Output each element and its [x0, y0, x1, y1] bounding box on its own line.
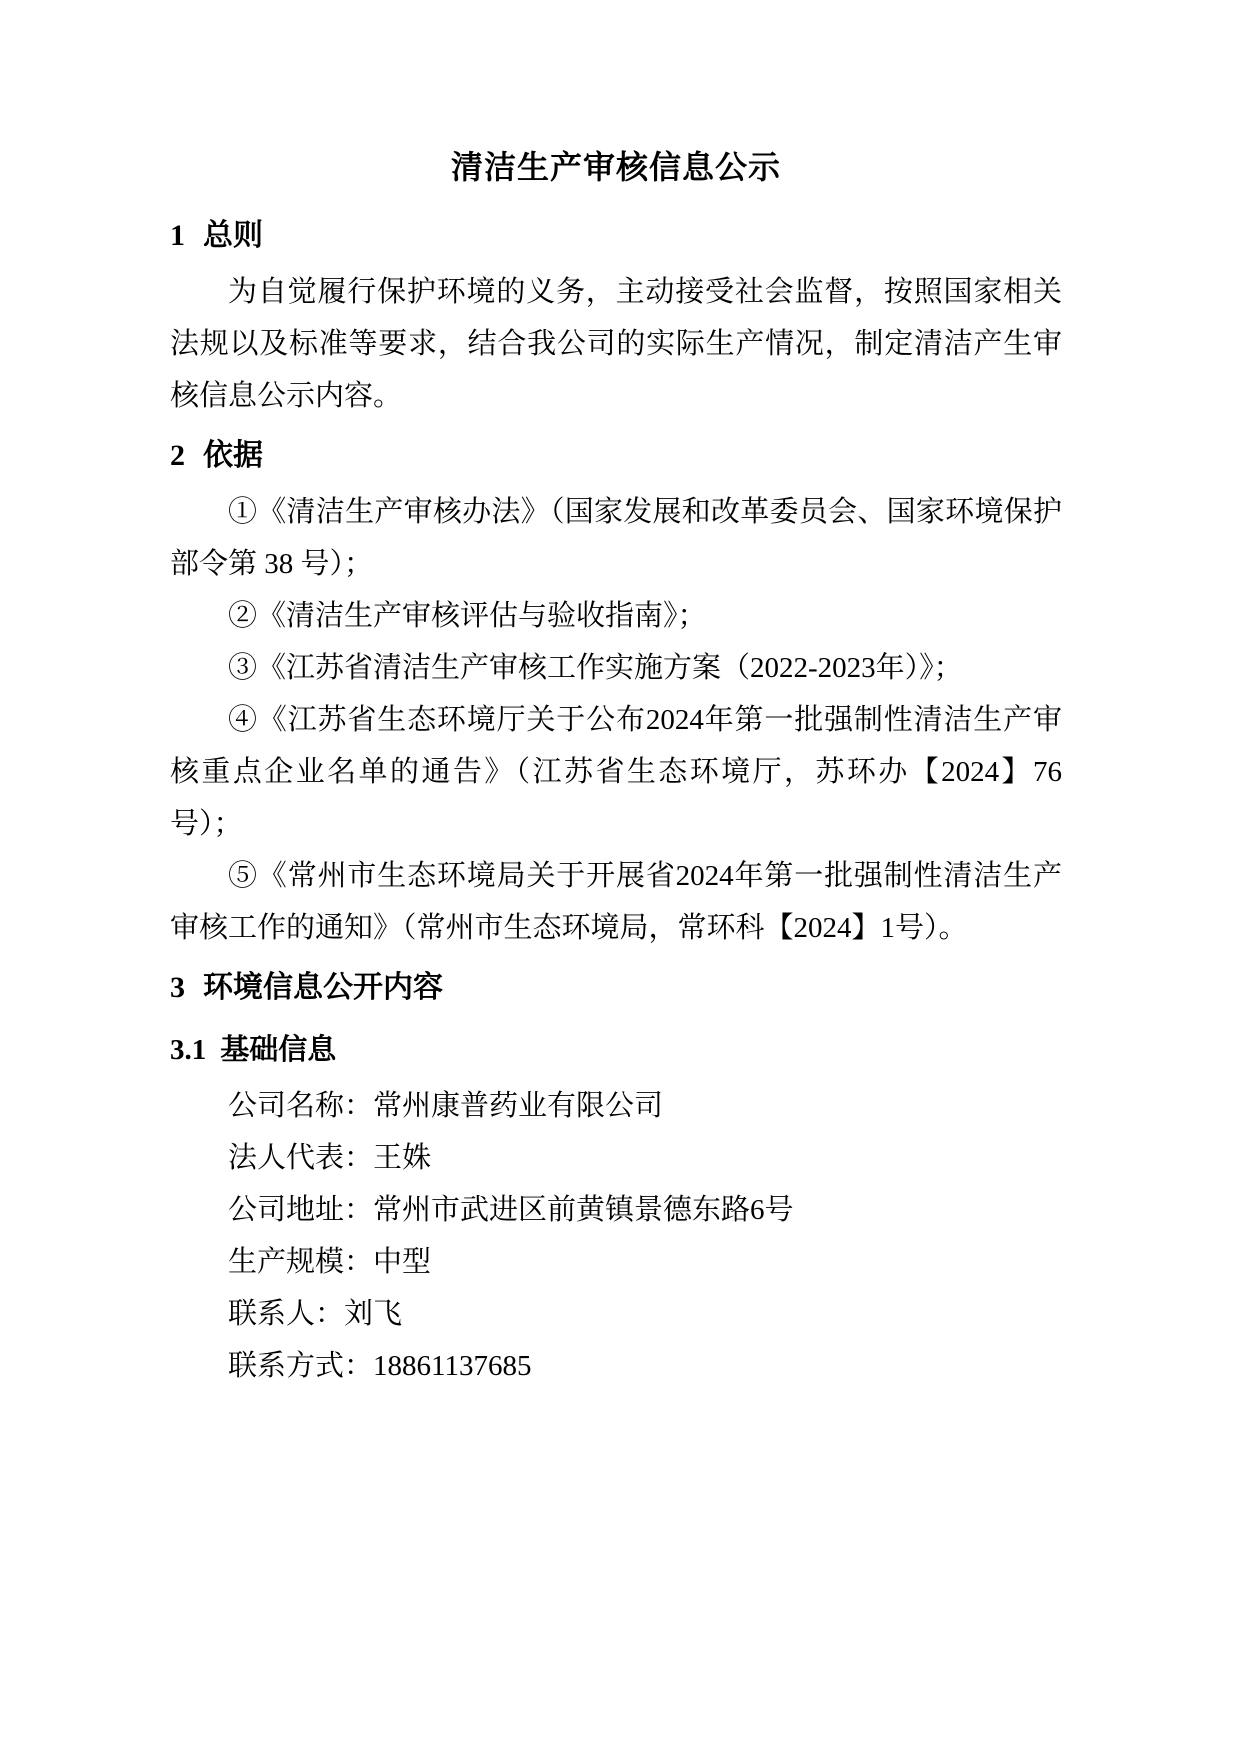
basis-item-4: ④《江苏省生态环境厅关于公布2024年第一批强制性清洁生产审核重点企业名单的通告》（江苏省生态环境厅，苏环办【2024】76号）； [170, 704, 1062, 840]
field-company-address-value: 常州市武进区前黄镇景德东路6号 [373, 1194, 794, 1226]
section-1-paragraph: 为自觉履行保护环境的义务，主动接受社会监督，按照国家相关法规以及标准等要求，结合我公司的实际生产情况，制定清洁产生审核信息公示内容。 [170, 276, 1062, 412]
section-2-number: 2 [170, 439, 185, 472]
section-2-heading [170, 436, 1062, 476]
section-general-rules [170, 216, 1062, 422]
field-production-scale [170, 1236, 1062, 1288]
subsection-3-1-heading [170, 1030, 1062, 1070]
basis-item-2: ②《清洁生产审核评估与验收指南》； [228, 600, 707, 632]
subsection-3-1-number: 3.1 [170, 1034, 207, 1066]
field-contact-person [170, 1288, 1062, 1340]
field-legal-representative [170, 1132, 1062, 1184]
page-title: 清洁生产审核信息公示 [450, 149, 781, 185]
subsection-3-1-title: 基础信息 [220, 1034, 337, 1066]
section-3-title: 环境信息公开内容 [203, 971, 443, 1004]
section-1-title: 总则 [203, 219, 263, 252]
basis-item-5: ⑤《常州市生态环境局关于开展省2024年第一批强制性清洁生产审核工作的通知》（常州市生态环境局，常环科【2024】1号）。 [170, 860, 1062, 944]
field-company-name [170, 1080, 1062, 1132]
section-environmental-info [170, 968, 1062, 1392]
field-contact-phone [170, 1340, 1062, 1392]
section-2-title: 依据 [203, 439, 263, 472]
field-company-address-label: 公司地址： [228, 1194, 374, 1226]
section-basis [170, 436, 1062, 954]
field-company-name-label: 公司名称： [228, 1090, 374, 1122]
field-production-scale-label: 生产规模： [228, 1246, 374, 1278]
basis-item-3: ③《江苏省清洁生产审核工作实施方案（2022-2023年）》； [228, 652, 963, 684]
section-3-heading [170, 968, 1062, 1008]
field-production-scale-value: 中型 [373, 1246, 432, 1278]
field-contact-person-label: 联系人： [228, 1298, 345, 1330]
basis-item-1: ①《清洁生产审核办法》（国家发展和改革委员会、国家环境保护部令第 38 号）； [170, 496, 1062, 580]
field-contact-phone-value: 18861137685 [373, 1350, 532, 1382]
field-company-name-value: 常州康普药业有限公司 [373, 1090, 664, 1122]
field-company-address [170, 1184, 1062, 1236]
section-1-heading [170, 216, 1062, 256]
field-legal-representative-label: 法人代表： [228, 1142, 374, 1174]
field-contact-person-value: 刘飞 [344, 1298, 403, 1330]
section-1-number: 1 [170, 219, 185, 252]
field-contact-phone-label: 联系方式： [228, 1350, 374, 1382]
section-3-number: 3 [170, 971, 185, 1004]
field-legal-representative-value: 王姝 [373, 1142, 432, 1174]
